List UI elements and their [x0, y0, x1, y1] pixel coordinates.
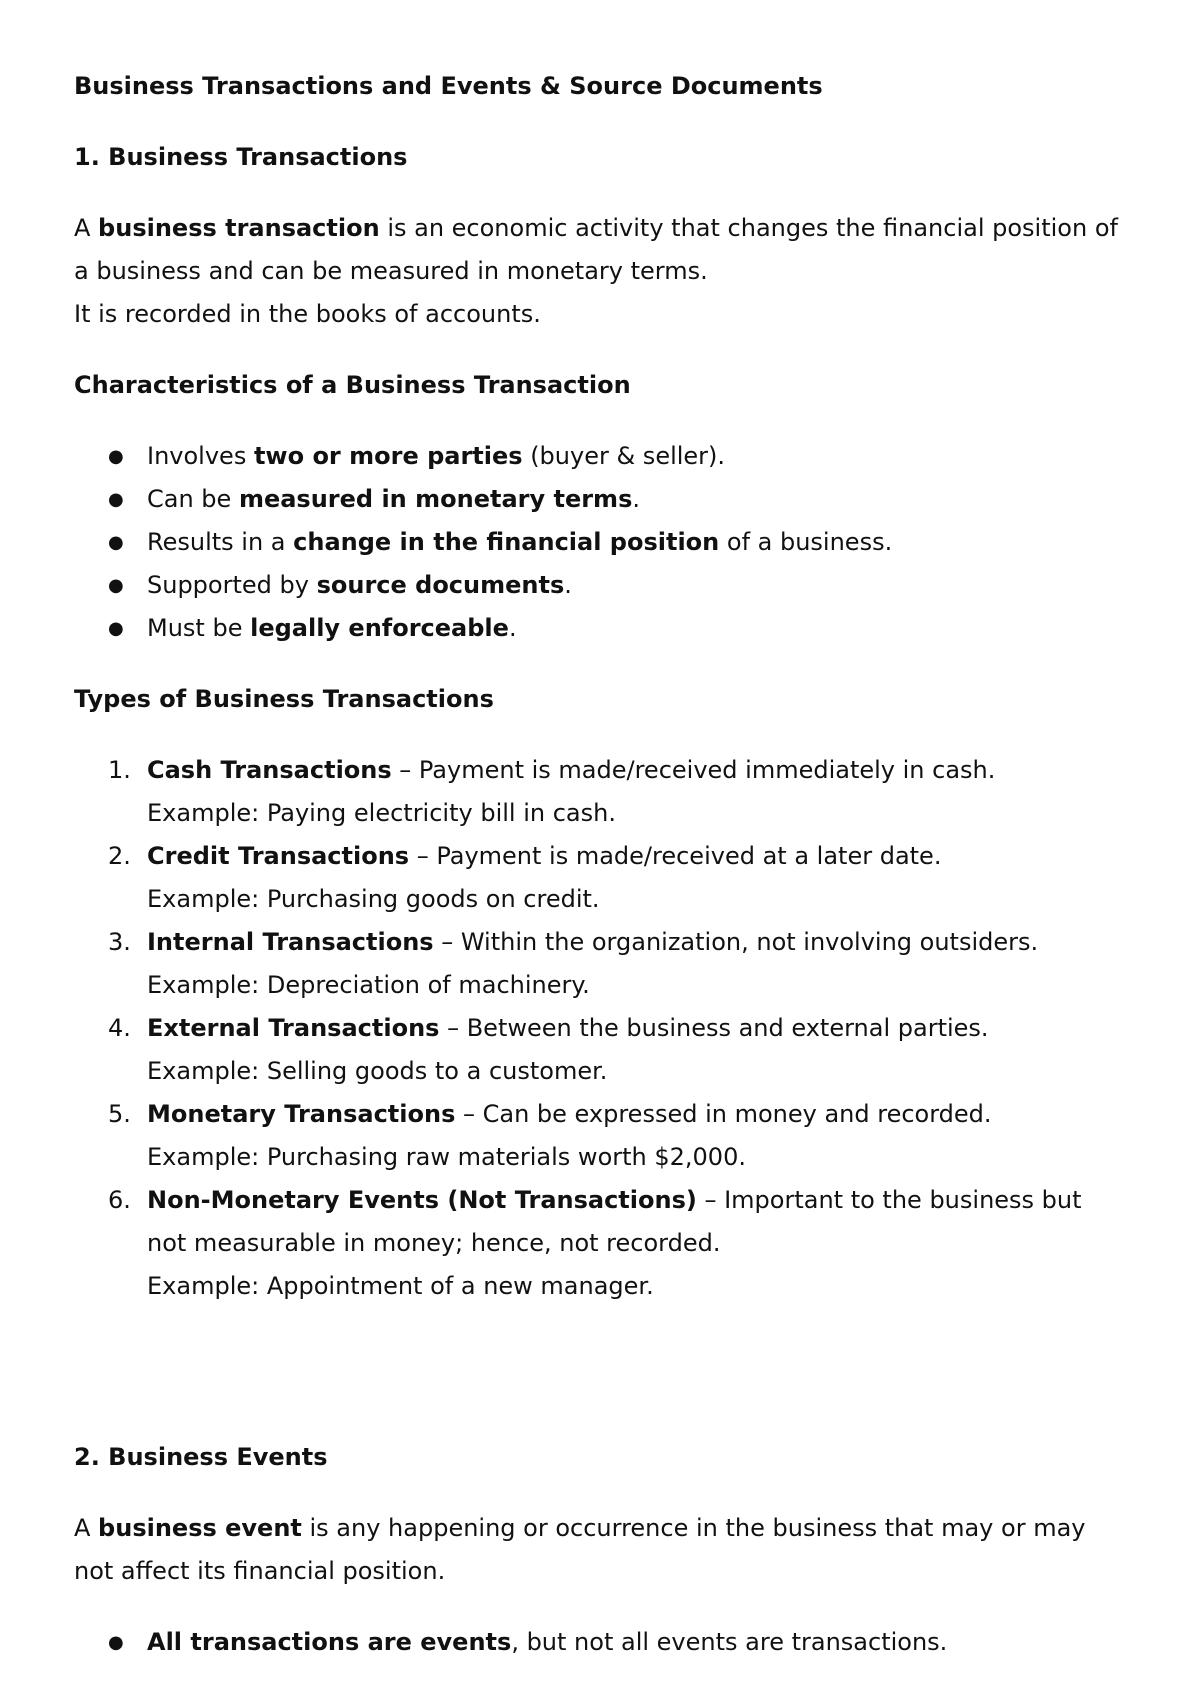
example-text: Example: Selling goods to a customer. [147, 1057, 608, 1085]
list-item: ● Involves two or more parties (buyer & seller). [74, 435, 1126, 478]
bullet-icon: ● [108, 446, 124, 467]
list-item: 2. Credit Transactions – Payment is made/received at a later date. Example: Purchasing goods on credit. [74, 835, 1126, 921]
spacer [74, 1308, 1126, 1408]
list-item: ● Must be legally enforceable. [74, 607, 1126, 650]
list-item: 6. Non-Monetary Events (Not Transactions) – Important to the business but not measurable in money; hence, not recorded. Example: Appointment of a new manager. [74, 1179, 1126, 1308]
bullet-icon: ● [108, 575, 124, 596]
intro-line-1: A business event is any happening or occurrence in the business that may or may [74, 1514, 1086, 1542]
list-item: ● Results in a change in the financial position of a business. [74, 521, 1126, 564]
example-text: Example: Depreciation of machinery. [147, 971, 590, 999]
intro-line-2: not affect its financial position. [74, 1557, 446, 1585]
continuation-text: not measurable in money; hence, not recorded. [147, 1229, 721, 1257]
characteristics-list [74, 435, 1126, 650]
section1-intro [74, 207, 1126, 336]
example-text: Example: Purchasing raw materials worth $2,000. [147, 1143, 746, 1171]
intro-line-1: A business transaction is an economic activity that changes the financial position of [74, 214, 1118, 242]
list-number: 4. [108, 1014, 131, 1042]
example-text: Example: Purchasing goods on credit. [147, 885, 600, 913]
list-item: 5. Monetary Transactions – Can be expressed in money and recorded. Example: Purchasing raw materials worth $2,000. [74, 1093, 1126, 1179]
events-list [74, 1621, 1126, 1664]
list-number: 3. [108, 928, 131, 956]
section2-intro [74, 1507, 1126, 1593]
section2-heading: 2. Business Events [74, 1443, 328, 1471]
list-item: 4. External Transactions – Between the business and external parties. Example: Selling goods to a customer. [74, 1007, 1126, 1093]
list-item: ● All transactions are events, but not all events are transactions. [74, 1621, 1126, 1664]
types-list [74, 749, 1126, 1308]
example-text: Example: Appointment of a new manager. [147, 1272, 654, 1300]
intro-line-3: It is recorded in the books of accounts. [74, 300, 541, 328]
list-number: 2. [108, 842, 131, 870]
list-item: 1. Cash Transactions – Payment is made/received immediately in cash. Example: Paying electricity bill in cash. [74, 749, 1126, 835]
characteristics-heading: Characteristics of a Business Transaction [74, 371, 631, 399]
list-number: 5. [108, 1100, 131, 1128]
bullet-icon: ● [108, 489, 124, 510]
document-title: Business Transactions and Events & Source Documents [74, 72, 823, 100]
bullet-icon: ● [108, 1632, 124, 1653]
term-business-transaction: business transaction [98, 214, 380, 242]
list-item: ● Supported by source documents. [74, 564, 1126, 607]
list-item: 3. Internal Transactions – Within the organization, not involving outsiders. Example: Depreciation of machinery. [74, 921, 1126, 1007]
intro-line-2: a business and can be measured in monetary terms. [74, 257, 708, 285]
types-heading: Types of Business Transactions [74, 685, 494, 713]
list-number: 6. [108, 1186, 131, 1214]
list-number: 1. [108, 756, 131, 784]
example-text: Example: Paying electricity bill in cash. [147, 799, 616, 827]
list-item: ● Can be measured in monetary terms. [74, 478, 1126, 521]
bullet-icon: ● [108, 618, 124, 639]
section1-heading: 1. Business Transactions [74, 143, 408, 171]
term-business-event: business event [98, 1514, 302, 1542]
bullet-icon: ● [108, 532, 124, 553]
